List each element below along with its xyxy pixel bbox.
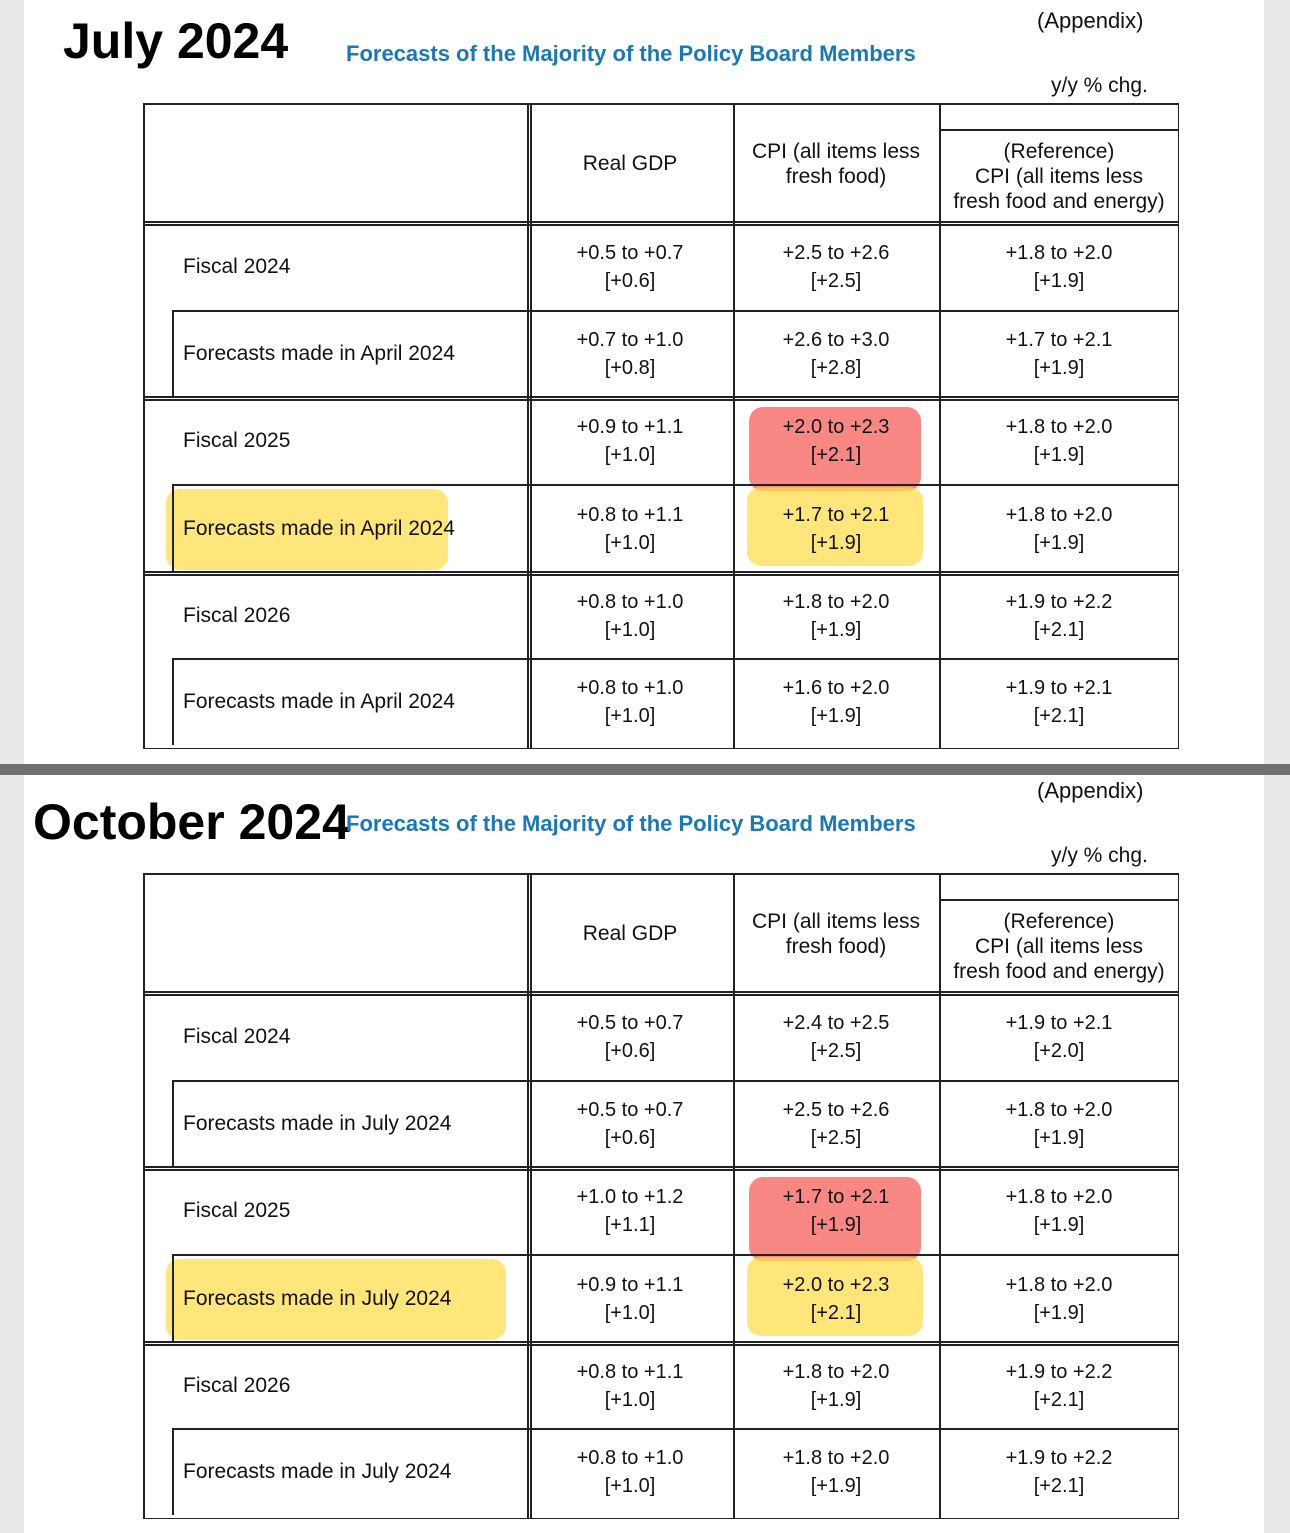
cell-line: +1.8 to +2.0 [1005, 503, 1113, 526]
cell-line: [+1.9] [1033, 270, 1085, 292]
cell-line: +0.8 to +1.0 [576, 1447, 684, 1469]
value-cell-ref [939, 485, 1179, 572]
cell-line: [+0.6] [604, 270, 656, 292]
cell-line: [+1.0] [604, 444, 656, 466]
header-reference-cpi [939, 899, 1179, 993]
cell-line: [+1.9] [1033, 1214, 1085, 1236]
cell-line: fresh food and energy) [953, 189, 1165, 213]
value-cell-gdp [527, 1081, 733, 1167]
cell-line: +0.8 to +1.1 [576, 503, 684, 526]
row-label: Fiscal 2025 [183, 1199, 291, 1222]
cell-line: [+2.1] [1033, 1388, 1085, 1411]
cell-line: [+1.9] [810, 705, 862, 727]
value-cell-cpi [733, 1255, 939, 1342]
cell-line: (Reference) [1003, 139, 1115, 163]
cell-line: fresh food) [785, 935, 887, 958]
cell-line: (Reference) [1003, 909, 1115, 933]
cell-line: CPI (all items less [751, 140, 921, 163]
cell-line: [+0.8] [604, 357, 656, 379]
cell-line: +2.6 to +3.0 [782, 329, 890, 351]
table-rule [939, 103, 1179, 105]
cell-line: [+2.8] [810, 357, 862, 379]
cell-line: +1.7 to +2.1 [782, 503, 890, 526]
cell-line: Real GDP [582, 921, 678, 945]
value-cell-gdp [527, 311, 733, 397]
header-real-gdp [527, 873, 733, 993]
cell-line: CPI (all items less [974, 934, 1144, 958]
row-label: Fiscal 2024 [183, 1025, 291, 1048]
table-rule [143, 1518, 1179, 1520]
value-cell-ref [939, 993, 1179, 1081]
value-cell-cpi [733, 485, 939, 572]
cell-line: fresh food) [785, 165, 887, 188]
value-cell-ref [939, 1167, 1179, 1255]
cell-line: [+1.9] [810, 618, 862, 641]
page-divider [0, 764, 1290, 775]
value-cell-cpi [733, 1081, 939, 1167]
header-reference-cpi [939, 129, 1179, 223]
cell-line: +2.5 to +2.6 [782, 242, 890, 264]
cell-line: [+1.0] [604, 705, 656, 727]
cell-line: [+1.9] [1033, 1127, 1085, 1149]
row-label: Forecasts made in July 2024 [183, 1460, 452, 1483]
value-cell-ref [939, 1429, 1179, 1515]
header-cpi [733, 103, 939, 223]
value-cell-ref [939, 659, 1179, 745]
value-cell-ref [939, 223, 1179, 311]
value-cell-gdp [527, 397, 733, 485]
cell-line: [+1.9] [810, 1214, 862, 1236]
table-rule [172, 659, 174, 745]
cell-line: +0.5 to +0.7 [576, 242, 684, 264]
cell-line: [+1.9] [810, 1475, 862, 1497]
cell-line: +0.8 to +1.0 [576, 590, 684, 613]
cell-line: CPI (all items less [751, 910, 921, 933]
value-cell-cpi [733, 659, 939, 745]
cell-line: +0.8 to +1.1 [576, 1360, 684, 1383]
cell-line: [+0.6] [604, 1040, 656, 1062]
table-rule [143, 873, 145, 1519]
cell-line: [+1.9] [810, 1388, 862, 1411]
value-cell-gdp [527, 572, 733, 659]
cell-line: +2.5 to +2.6 [782, 1099, 890, 1121]
value-cell-cpi [733, 311, 939, 397]
cell-line: +1.9 to +2.2 [1005, 590, 1113, 613]
appendix-label: (Appendix) [1037, 778, 1144, 803]
row-label: Forecasts made in July 2024 [183, 1112, 452, 1135]
value-cell-cpi [733, 1429, 939, 1515]
panel-subtitle: Forecasts of the Majority of the Policy Board Members [346, 811, 916, 836]
cell-line: [+2.5] [810, 270, 862, 292]
cell-line: +2.0 to +2.3 [782, 416, 890, 438]
cell-line: [+1.9] [1033, 1301, 1085, 1324]
cell-line: [+2.1] [1033, 1475, 1085, 1497]
cell-line: +1.8 to +2.0 [782, 1360, 890, 1383]
value-cell-ref [939, 311, 1179, 397]
cell-line: +1.8 to +2.0 [1005, 1099, 1113, 1121]
value-cell-ref [939, 1342, 1179, 1429]
cell-line: [+1.9] [1033, 531, 1085, 554]
cell-line: [+1.9] [810, 531, 862, 554]
cell-line: [+1.0] [604, 1301, 656, 1324]
cell-line: +1.8 to +2.0 [1005, 416, 1113, 438]
cell-line: +1.7 to +2.1 [1005, 329, 1113, 351]
forecast-table [143, 103, 1179, 749]
cell-line: CPI (all items less [974, 164, 1144, 188]
cell-line: +1.9 to +2.2 [1005, 1360, 1113, 1383]
cell-line: +0.5 to +0.7 [576, 1012, 684, 1034]
cell-line: fresh food and energy) [953, 959, 1165, 983]
cell-line: +0.8 to +1.0 [576, 677, 684, 699]
table-rule [172, 485, 174, 572]
row-label: Fiscal 2026 [183, 1373, 291, 1397]
row-label: Forecasts made in April 2024 [183, 690, 455, 713]
value-cell-cpi [733, 572, 939, 659]
table-rule [143, 103, 145, 749]
row-label: Fiscal 2024 [183, 255, 291, 278]
row-label: Fiscal 2026 [183, 603, 291, 627]
panel-title: October 2024 [33, 794, 350, 850]
cell-line: +0.5 to +0.7 [576, 1099, 684, 1121]
cell-line: +0.7 to +1.0 [576, 329, 684, 351]
table-rule [172, 311, 174, 397]
value-cell-gdp [527, 1429, 733, 1515]
value-cell-gdp [527, 993, 733, 1081]
table-rule [143, 748, 1179, 750]
header-cpi [733, 873, 939, 993]
cell-line: +2.4 to +2.5 [782, 1012, 890, 1034]
row-label: Forecasts made in April 2024 [183, 516, 455, 540]
forecast-table [143, 873, 1179, 1519]
cell-line: [+2.1] [810, 444, 862, 466]
row-label: Fiscal 2025 [183, 429, 291, 452]
value-cell-gdp [527, 1342, 733, 1429]
cell-line: [+1.0] [604, 1388, 656, 1411]
cell-line: +1.8 to +2.0 [1005, 242, 1113, 264]
value-cell-cpi [733, 1167, 939, 1255]
cell-line: +1.9 to +2.1 [1005, 1012, 1113, 1034]
table-rule [172, 1255, 174, 1342]
header-real-gdp [527, 103, 733, 223]
value-cell-ref [939, 572, 1179, 659]
value-cell-cpi [733, 1342, 939, 1429]
value-cell-ref [939, 1255, 1179, 1342]
value-cell-gdp [527, 1167, 733, 1255]
panel-subtitle: Forecasts of the Majority of the Policy Board Members [346, 41, 916, 66]
cell-line: [+2.1] [1033, 705, 1085, 727]
cell-line: +1.8 to +2.0 [782, 590, 890, 613]
cell-line: [+0.6] [604, 1127, 656, 1149]
cell-line: +0.9 to +1.1 [576, 1273, 684, 1296]
value-cell-gdp [527, 223, 733, 311]
table-rule [939, 873, 1179, 875]
cell-line: +1.9 to +2.2 [1005, 1447, 1113, 1469]
unit-label: y/y % chg. [1051, 74, 1148, 97]
cell-line: +1.8 to +2.0 [1005, 1273, 1113, 1296]
appendix-label: (Appendix) [1037, 8, 1144, 33]
row-label: Forecasts made in April 2024 [183, 342, 455, 365]
value-cell-cpi [733, 993, 939, 1081]
cell-line: [+1.1] [604, 1214, 656, 1236]
panel-title: July 2024 [63, 13, 289, 69]
cell-line: [+2.1] [1033, 618, 1085, 641]
cell-line: +1.8 to +2.0 [1005, 1186, 1113, 1208]
cell-line: [+2.5] [810, 1127, 862, 1149]
cell-line: +1.7 to +2.1 [782, 1186, 890, 1208]
table-rule [172, 1429, 174, 1515]
cell-line: +1.0 to +1.2 [576, 1186, 684, 1208]
value-cell-cpi [733, 223, 939, 311]
cell-line: [+2.5] [810, 1040, 862, 1062]
cell-line: +2.0 to +2.3 [782, 1273, 890, 1296]
unit-label: y/y % chg. [1051, 844, 1148, 867]
value-cell-gdp [527, 659, 733, 745]
value-cell-cpi [733, 397, 939, 485]
cell-line: [+1.0] [604, 618, 656, 641]
row-label: Forecasts made in July 2024 [183, 1286, 452, 1310]
cell-line: +1.6 to +2.0 [782, 677, 890, 699]
cell-line: [+1.0] [604, 531, 656, 554]
cell-line: [+1.0] [604, 1475, 656, 1497]
cell-line: +0.9 to +1.1 [576, 416, 684, 438]
cell-line: +1.9 to +2.1 [1005, 677, 1113, 699]
cell-line: [+2.1] [810, 1301, 862, 1324]
value-cell-ref [939, 397, 1179, 485]
cell-line: [+2.0] [1033, 1040, 1085, 1062]
cell-line: [+1.9] [1033, 444, 1085, 466]
cell-line: Real GDP [582, 151, 678, 175]
cell-line: [+1.9] [1033, 357, 1085, 379]
table-rule [172, 1081, 174, 1167]
value-cell-gdp [527, 485, 733, 572]
value-cell-gdp [527, 1255, 733, 1342]
value-cell-ref [939, 1081, 1179, 1167]
cell-line: +1.8 to +2.0 [782, 1447, 890, 1469]
